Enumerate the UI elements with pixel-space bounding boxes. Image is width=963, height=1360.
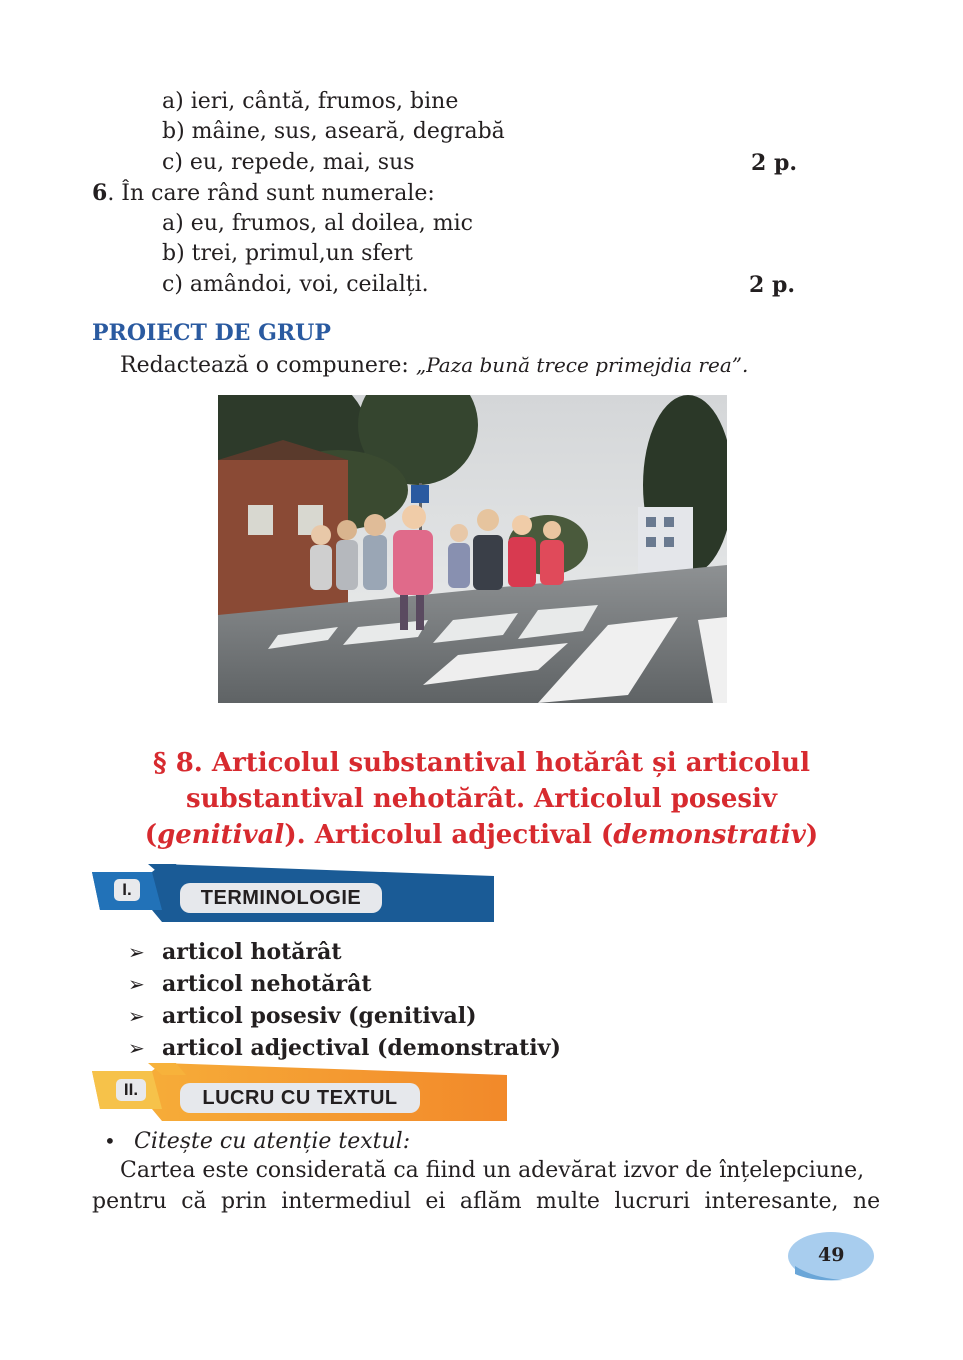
children-crossing-photo [218, 395, 727, 703]
text-line-1: Cartea este considerată ca fiind un adevărat izvor de înțelepciune, [120, 1158, 865, 1183]
text-work-number: II. [116, 1079, 146, 1101]
section-title [92, 745, 871, 853]
question-text: . În care rând sunt numerale: [107, 181, 435, 206]
term-text: articol nehotărât [162, 971, 372, 997]
points-5: 2 p. [751, 150, 798, 176]
project-heading: PROIECT DE GRUP [92, 320, 331, 346]
term-text: articol hotărât [162, 939, 342, 965]
arrow-icon: ➢ [128, 1004, 145, 1028]
question-number: 6 [92, 180, 108, 206]
option-5c: c) eu, repede, mai, sus [162, 150, 415, 175]
question-6 [92, 178, 435, 209]
option-5a: a) ieri, cântă, frumos, bine [162, 89, 459, 114]
section-title-line3 [92, 817, 871, 853]
option-6c: c) amândoi, voi, ceilalți. [162, 272, 429, 297]
arrow-icon: ➢ [128, 1036, 145, 1060]
section-title-line1: § 8. Articolul substantival hotărât și articolul [153, 748, 810, 778]
title-middle: ). Articolul adjectival ( [284, 820, 614, 850]
terminology-label: TERMINOLOGIE [180, 883, 382, 913]
instruction-text: Redactează o compunere: [120, 353, 416, 378]
points-6: 2 p. [749, 272, 796, 298]
option-6b: b) trei, primul,un sfert [162, 241, 413, 266]
reading-instruction [104, 1126, 410, 1157]
bullet-icon: • [104, 1129, 116, 1153]
text-work-label: LUCRU CU TEXTUL [180, 1083, 420, 1113]
arrow-icon: ➢ [128, 972, 145, 996]
text-line-2: pentru că prin intermediul ei aflăm multe lucruri interesante, ne [92, 1189, 881, 1214]
term-item [128, 936, 342, 968]
term-item [128, 1000, 477, 1032]
page-number: 49 [818, 1244, 845, 1266]
paren-close: ) [805, 820, 819, 850]
proverb-quote: „Paza bună trece primejdia rea”. [415, 353, 749, 377]
term-text: articol adjectival (demonstrativ) [162, 1035, 561, 1061]
term-item [128, 1032, 561, 1064]
option-5b: b) mâine, sus, aseară, degrabă [162, 119, 505, 144]
instruction-text: Citește cu atenție textul: [134, 1129, 411, 1154]
term-demonstrativ: demonstrativ [613, 820, 806, 850]
photo-illustration [218, 395, 727, 703]
paren-open: ( [144, 820, 158, 850]
project-instruction [120, 350, 748, 381]
section-title-line2: substantival nehotărât. Articolul posesiv [185, 784, 778, 814]
option-6a: a) eu, frumos, al doilea, mic [162, 211, 473, 236]
term-genitival: genitival [157, 820, 285, 850]
terminology-number: I. [114, 879, 140, 901]
arrow-icon: ➢ [128, 940, 145, 964]
term-text: articol posesiv (genitival) [162, 1003, 477, 1029]
term-item [128, 968, 372, 1000]
